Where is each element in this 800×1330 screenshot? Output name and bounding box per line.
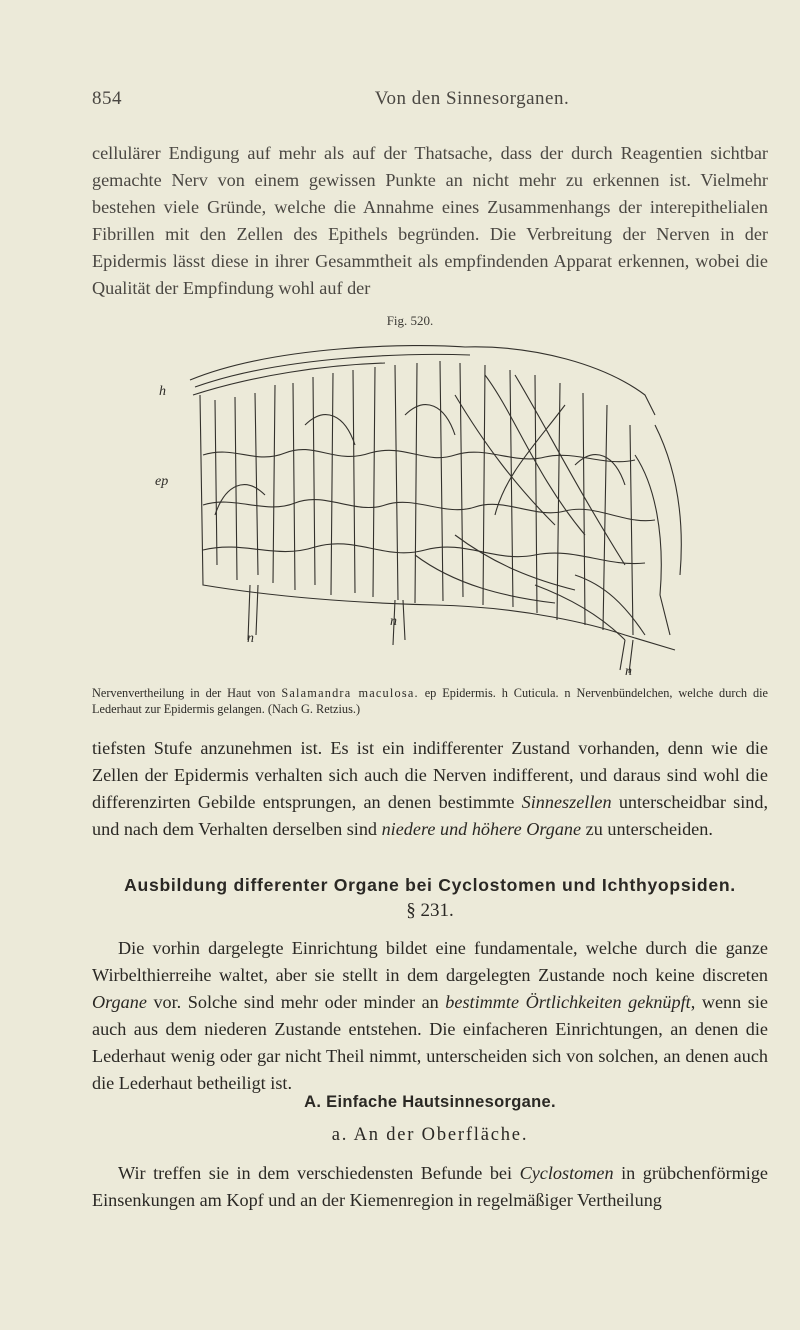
text-run: tiefsten Stufe anzunehmen ist. Es ist ein indifferenter Zustand vorhanden, denn wie die Zellen der Epidermis verhalten sich auch die Nerven indifferent, und daraus sind wohl die differenzirten Gebilde entsprungen, an denen bestimmte [92,738,768,812]
label-n-left: n [247,631,254,646]
text-run: Die vorhin dargelegte Einrichtung bildet eine fundamentale, welche durch die ganze Wirbelthierreihe waltet, aber sie stellt in dem dargelegten Zustande noch keine discreten [92,938,768,985]
running-head [92,88,758,118]
figure-caption [92,685,768,717]
section-number: § 231. [406,900,454,921]
emphasis-organe: niedere und höhere Organe [381,819,582,839]
emphasis-sinneszellen: Sinneszellen [521,792,612,812]
label-h: h [159,384,166,399]
text-run: zu unterscheiden. [581,819,713,839]
emphasis-cyclostomen: Cyclostomen [519,1163,614,1183]
text-run: unterscheidbar sind, und nach dem Verhalten derselben sind [92,792,769,839]
emphasis-oertlichkeiten: bestimmte Örtlichkeiten geknüpft [445,992,691,1012]
emphasis-organe-2: Organe [92,992,147,1012]
text-run: Wir treffen sie in dem verschiedensten Befunde bei [118,1163,520,1183]
caption-part-1: Nervenvertheilung in der Haut von [92,686,282,700]
label-ep: ep [155,474,169,489]
caption-part-2: ep Epidermis. h Cuticula. n Nervenbündelchen, welche durch die Lederhaut zur Epidermis gelangen. (Nach G. Retzius.) [92,686,768,716]
figure-520 [155,335,715,680]
subheading-A: A. Einfache Hautsinnesorgane. [304,1093,556,1111]
caption-species: Salamandra maculosa. [281,686,419,700]
paragraph-after-figure [92,735,768,843]
text-run: in grübchenförmige Einsenkungen am Kopf und an der Kiemenregion in regelmäßiger Vertheilung [92,1163,769,1210]
label-n-right: n [625,664,632,679]
paragraph-231 [92,935,768,1097]
paragraph-last [92,1160,768,1214]
page-number: 854 [92,88,122,109]
subheading-a: a. An der Oberfläche. [331,1125,529,1145]
text-run: vor. Solche sind mehr oder minder an [146,992,446,1012]
label-n-middle: n [390,614,397,629]
paragraph-top: cellulärer Endigung auf mehr als auf der Thatsache, dass der durch Reagentien sichtbar gemachte Nerv von einem gewissen Punkte an nicht mehr zu erkennen ist. Vielmehr bestehen viele Gründe, welche die Annahme eines Zusammenhangs der interepithelialen Fibrillen mit den Zellen des Epithels begründen. Die Verbreitung der Nerven in der Epidermis lässt diese in ihrer Gesammtheit als empfindenden Apparat erkennen, wobei die Qualität der Empfindung wohl auf der [92,143,768,298]
text-run: , wenn sie auch aus dem niederen Zustande entstehen. Die einfacheren Einrichtungen, an denen die Lederhaut wenig oder gar nicht Theil nimmt, unterscheiden sich von solchen, an denen auch die Lederhaut betheiligt ist. [92,992,768,1093]
figure-label: Fig. 520. [386,313,434,328]
running-title: Von den Sinnesorganen. [374,88,570,109]
nerve-illustration [155,335,715,680]
section-heading: Ausbildung differenter Organe bei Cyclostomen und Ichthyopsiden. [124,875,736,895]
